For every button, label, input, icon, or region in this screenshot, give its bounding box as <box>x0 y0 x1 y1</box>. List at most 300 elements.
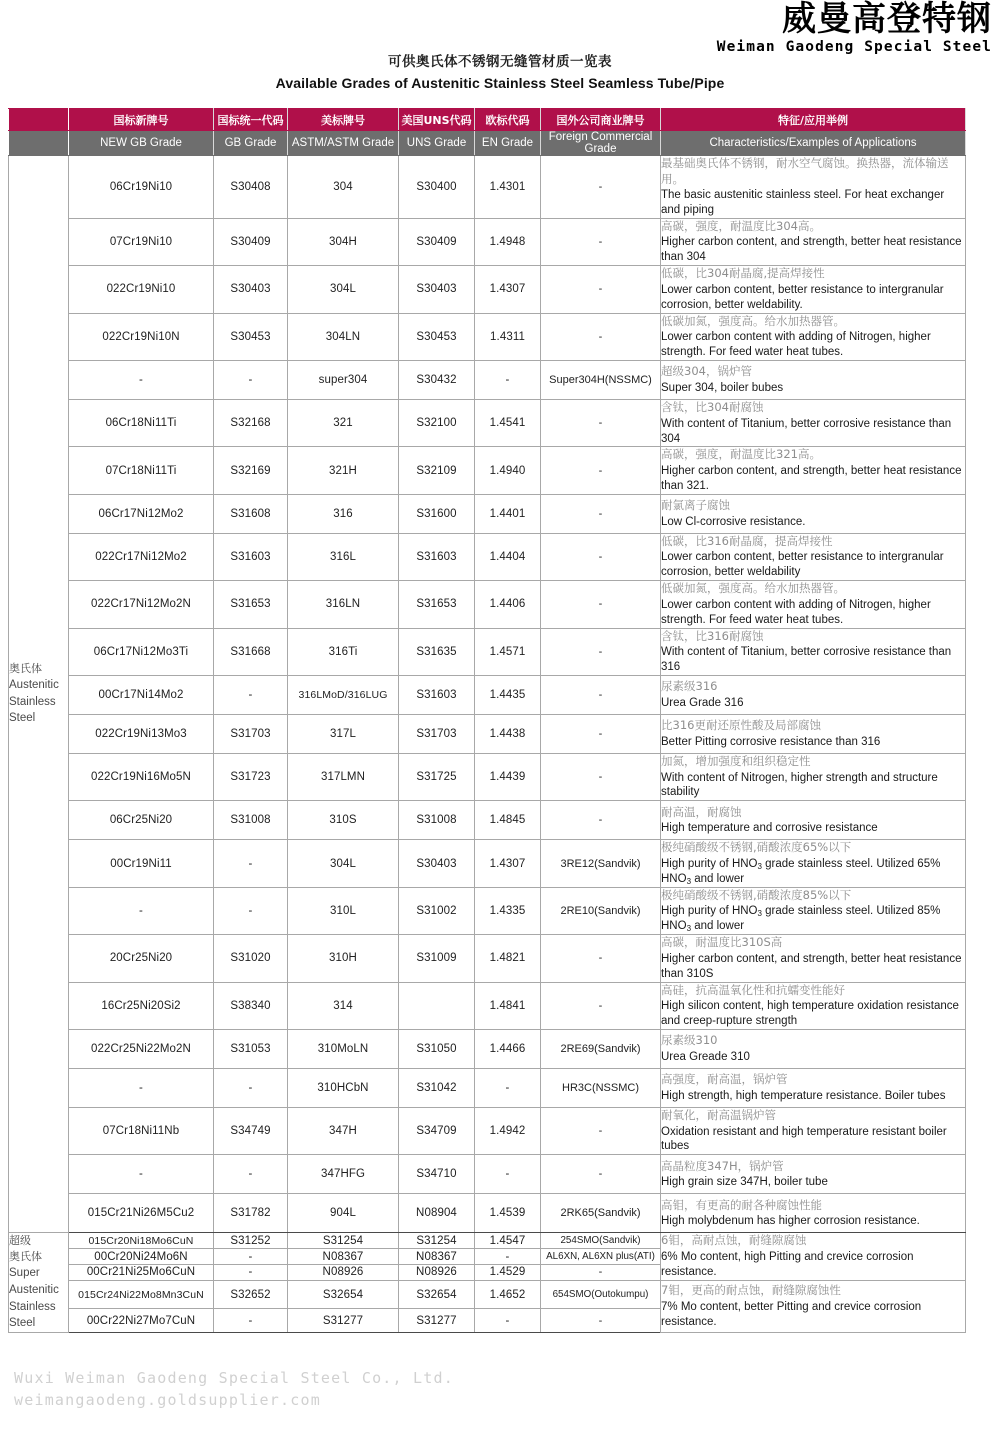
cell-uns: S31603 <box>399 533 475 580</box>
cell-en: 1.4841 <box>475 982 541 1029</box>
cell-gb: - <box>214 361 288 400</box>
cell-astm: 904L <box>288 1194 399 1233</box>
table-row <box>9 533 966 580</box>
cell-gb: - <box>214 840 288 887</box>
cell-new-gb: 022Cr19Ni16Mo5N <box>69 754 214 801</box>
cell-foreign-grade: - <box>541 628 661 675</box>
cell-astm: 304LN <box>288 313 399 360</box>
table-row <box>9 218 966 265</box>
cell-new-gb: 20Cr25Ni20 <box>69 935 214 982</box>
cell-new-gb: 16Cr25Ni20Si2 <box>69 982 214 1029</box>
cell-astm: 310L <box>288 887 399 934</box>
cell-en: 1.4940 <box>475 447 541 494</box>
cell-new-gb: 015Cr20Ni18Mo6CuN <box>69 1233 214 1249</box>
cell-en: 1.4301 <box>475 156 541 219</box>
cell-gb: S30408 <box>214 156 288 219</box>
cell-astm: 317LMN <box>288 754 399 801</box>
category-label-en: Super <box>9 1267 40 1280</box>
description-en: Lower carbon content with adding of Nitrogen, higher strength. For feed water heat tubes. <box>661 598 931 626</box>
description-en: Urea Grade 316 <box>661 696 744 709</box>
watermark <box>14 1368 574 1412</box>
cell-en: 1.4311 <box>475 313 541 360</box>
cell-en: 1.4406 <box>475 581 541 628</box>
cell-foreign-grade: 654SMO(Outokumpu) <box>541 1280 661 1308</box>
cell-en: 1.4821 <box>475 935 541 982</box>
cell-new-gb: 00Cr21Ni25Mo6CuN <box>69 1264 214 1280</box>
cell-uns: S31050 <box>399 1029 475 1068</box>
cell-en: - <box>475 1309 541 1333</box>
cell-foreign-grade: - <box>541 313 661 360</box>
table-row <box>9 628 966 675</box>
description-en: Super 304, boiler bubes <box>661 381 784 394</box>
cell-description <box>661 801 966 840</box>
description-en: With content of Titanium, better corrosive resistance than 316 <box>661 646 952 674</box>
cell-description <box>661 676 966 715</box>
cell-gb: - <box>214 1068 288 1107</box>
cell-en: 1.4335 <box>475 887 541 934</box>
cell-new-gb: 00Cr17Ni14Mo2 <box>69 676 214 715</box>
description-cn: 尿素级310 <box>661 1033 718 1048</box>
cell-foreign-grade: - <box>541 676 661 715</box>
description-cn: 低碳加氮，强度高。给水加热器管。 <box>661 313 845 328</box>
cell-description <box>661 218 966 265</box>
cell-en: 1.4435 <box>475 676 541 715</box>
cell-description <box>661 840 966 887</box>
cell-foreign-grade: - <box>541 581 661 628</box>
cell-new-gb: 06Cr19Ni10 <box>69 156 214 219</box>
table-row <box>9 1107 966 1154</box>
description-cn: 含钛，比316耐腐蚀 <box>661 628 764 643</box>
cell-description <box>661 400 966 447</box>
cell-description <box>661 533 966 580</box>
cell-astm: 316 <box>288 494 399 533</box>
cell-new-gb: 06Cr17Ni12Mo2 <box>69 494 214 533</box>
cell-gb: S31008 <box>214 801 288 840</box>
cell-description <box>661 1068 966 1107</box>
category-super-austenitic: 超级 奥氏体 Super Austenitic Stainless Steel <box>9 1233 69 1333</box>
cell-foreign-grade: - <box>541 1155 661 1194</box>
cell-foreign-grade: - <box>541 982 661 1029</box>
table-row <box>9 581 966 628</box>
description-en: High purity of $HNO_3$ grade stainless steel. Utilized 65% $HNO_3$ and lower <box>661 857 941 886</box>
page-title-en: Available Grades of Austenitic Stainless Steel Seamless Tube/Pipe <box>275 75 725 91</box>
cell-uns: S31009 <box>399 935 475 982</box>
header-cn-4: 美国UNS代码 <box>399 109 475 131</box>
description-en: Lower carbon content, better resistance to intergranular corrosion, better weldability <box>661 551 944 579</box>
description-en: Oxidation resistant and high temperature resistant boiler tubes <box>661 1125 947 1153</box>
cell-astm: 316LN <box>288 581 399 628</box>
watermark-line-1: Wuxi Weiman Gaodeng Special Steel Co., Ltd. <box>14 1369 454 1387</box>
cell-uns: S31042 <box>399 1068 475 1107</box>
cell-uns: S31635 <box>399 628 475 675</box>
cell-uns: S31725 <box>399 754 475 801</box>
cell-gb: S31053 <box>214 1029 288 1068</box>
cell-gb: S31608 <box>214 494 288 533</box>
cell-new-gb: 022Cr17Ni12Mo2 <box>69 533 214 580</box>
cell-gb: S32168 <box>214 400 288 447</box>
description-en: High strength, high temperature resistance. Boiler tubes <box>661 1089 946 1102</box>
cell-gb: - <box>214 1309 288 1333</box>
table-row <box>9 1194 966 1233</box>
table-row <box>9 156 966 219</box>
description-cn: 比316更耐还原性酸及局部腐蚀 <box>661 718 821 733</box>
cell-astm: 316Ti <box>288 628 399 675</box>
description-en: Urea Greade 310 <box>661 1050 750 1063</box>
cell-astm: 316LMoD/316LUG <box>288 676 399 715</box>
cell-en: 1.4539 <box>475 1194 541 1233</box>
table-row <box>9 840 966 887</box>
cell-new-gb: 022Cr19Ni13Mo3 <box>69 715 214 754</box>
cell-new-gb: 00Cr22Ni27Mo7CuN <box>69 1309 214 1333</box>
description-en: The basic austenitic stainless steel. For heat exchanger and piping <box>661 189 945 216</box>
cell-en: 1.4466 <box>475 1029 541 1068</box>
cell-uns: S31703 <box>399 715 475 754</box>
page-title-cn: 可供奥氏体不锈钢无缝管材质一览表 <box>388 54 612 70</box>
cell-en: 1.4307 <box>475 266 541 313</box>
cell-new-gb: - <box>69 1155 214 1194</box>
description-en: Lower carbon content, better resistance to intergranular corrosion, better weldability. <box>661 283 944 311</box>
description-cn: 耐高温，耐腐蚀 <box>661 804 742 819</box>
cell-astm: 321H <box>288 447 399 494</box>
cell-description <box>661 887 966 934</box>
cell-new-gb: 015Cr24Ni22Mo8Mn3CuN <box>69 1280 214 1308</box>
cell-uns: S31277 <box>399 1309 475 1333</box>
cell-astm: N08367 <box>288 1249 399 1265</box>
cell-foreign-grade: - <box>541 400 661 447</box>
cell-astm: 304H <box>288 218 399 265</box>
cell-uns: S34710 <box>399 1155 475 1194</box>
table-row <box>9 982 966 1029</box>
cell-gb: S31703 <box>214 715 288 754</box>
cell-en: 1.4942 <box>475 1107 541 1154</box>
description-cn: 最基础奥氏体不锈钢，耐水空气腐蚀。换热器，流体输送用。 <box>661 156 949 186</box>
cell-en: 1.4307 <box>475 840 541 887</box>
cell-foreign-grade: AL6XN, AL6XN plus(ATI) <box>541 1249 661 1265</box>
cell-description <box>661 581 966 628</box>
header-cn-5: 欧标代码 <box>475 109 541 131</box>
description-cn: 高硅，抗高温氧化性和抗蠕变性能好 <box>661 982 845 997</box>
cell-uns: S31603 <box>399 676 475 715</box>
table-row <box>9 1029 966 1068</box>
description-en: Higher carbon content, and strength, better heat resistance than 304 <box>661 236 962 264</box>
cell-uns <box>399 982 475 1029</box>
table-row <box>9 447 966 494</box>
cell-en: 1.4529 <box>475 1264 541 1280</box>
cell-gb: - <box>214 887 288 934</box>
header-en-2: GB Grade <box>214 131 288 156</box>
cell-uns: S30403 <box>399 266 475 313</box>
description-en: With content of Nitrogen, higher strength and structure stability <box>661 771 938 799</box>
category-label-cn: 超级 <box>9 1234 31 1248</box>
cell-astm: 304 <box>288 156 399 219</box>
header-en-4: UNS Grade <box>399 131 475 156</box>
cell-foreign-grade: 254SMO(Sandvik) <box>541 1233 661 1249</box>
cell-en: 1.4438 <box>475 715 541 754</box>
cell-gb: - <box>214 676 288 715</box>
cell-gb: S31603 <box>214 533 288 580</box>
header-cn-6: 国外公司商业牌号 <box>541 109 661 131</box>
cell-foreign-grade: - <box>541 1264 661 1280</box>
cell-gb: - <box>214 1249 288 1265</box>
cell-foreign-grade: - <box>541 266 661 313</box>
description-cn: 高碳，耐温度比310S高 <box>661 935 783 950</box>
header-en-0 <box>9 131 69 156</box>
header-cn-2: 国标统一代码 <box>214 109 288 131</box>
description-cn: 6钼，高耐点蚀，耐缝隙腐蚀 <box>661 1233 807 1248</box>
description-cn: 尿素级316 <box>661 679 718 694</box>
grades-table-container <box>8 108 965 1333</box>
cell-uns: S31600 <box>399 494 475 533</box>
cell-astm: S31277 <box>288 1309 399 1333</box>
cell-gb: S31020 <box>214 935 288 982</box>
cell-new-gb: 07Cr19Ni10 <box>69 218 214 265</box>
table-header-cn <box>9 109 966 131</box>
cell-new-gb: - <box>69 887 214 934</box>
cell-en: - <box>475 361 541 400</box>
table-row <box>9 715 966 754</box>
cell-gb: S31782 <box>214 1194 288 1233</box>
cell-new-gb: 022Cr17Ni12Mo2N <box>69 581 214 628</box>
table-row <box>9 266 966 313</box>
cell-gb: S30409 <box>214 218 288 265</box>
cell-new-gb: 015Cr21Ni26M5Cu2 <box>69 1194 214 1233</box>
description-en: 7% Mo content, better Pitting and crevice corrosion resistance. <box>661 1300 922 1328</box>
cell-astm: 347H <box>288 1107 399 1154</box>
cell-en: - <box>475 1155 541 1194</box>
cell-new-gb: 07Cr18Ni11Nb <box>69 1107 214 1154</box>
description-en: Better Pitting corrosive resistance than 316 <box>661 735 881 748</box>
description-cn: 极纯硝酸级不锈钢,硝酸浓度65%以下 <box>661 840 852 855</box>
cell-description <box>661 754 966 801</box>
cell-description <box>661 1194 966 1233</box>
table-header-en <box>9 131 966 156</box>
cell-foreign-grade: Super304H(NSSMC) <box>541 361 661 400</box>
description-cn: 耐氯离子腐蚀 <box>661 498 730 513</box>
cell-foreign-grade: 2RK65(Sandvik) <box>541 1194 661 1233</box>
cell-gb: - <box>214 1264 288 1280</box>
header-cn-3: 美标牌号 <box>288 109 399 131</box>
cell-foreign-grade: - <box>541 533 661 580</box>
cell-uns: S31008 <box>399 801 475 840</box>
description-cn: 耐氧化，耐高温锅炉管 <box>661 1107 776 1122</box>
cell-foreign-grade: - <box>541 801 661 840</box>
cell-new-gb: 06Cr17Ni12Mo3Ti <box>69 628 214 675</box>
cell-new-gb: 00Cr19Ni11 <box>69 840 214 887</box>
cell-foreign-grade: - <box>541 754 661 801</box>
cell-gb: S34749 <box>214 1107 288 1154</box>
header-en-1: NEW GB Grade <box>69 131 214 156</box>
table-row <box>9 801 966 840</box>
cell-astm: 316L <box>288 533 399 580</box>
header-cn-7: 特征/应用举例 <box>661 109 966 131</box>
cell-gb: S30453 <box>214 313 288 360</box>
description-en: Higher carbon content, and strength, better heat resistance than 310S <box>661 952 962 980</box>
cell-uns: N08367 <box>399 1249 475 1265</box>
cell-description <box>661 361 966 400</box>
cell-en: 1.4845 <box>475 801 541 840</box>
cell-gb: S31723 <box>214 754 288 801</box>
cell-en: - <box>475 1068 541 1107</box>
cell-astm: 310HCbN <box>288 1068 399 1107</box>
cell-astm: 304L <box>288 840 399 887</box>
cell-description <box>661 628 966 675</box>
cell-gb: S30403 <box>214 266 288 313</box>
description-cn: 7钼，更高的耐点蚀，耐缝隙腐蚀性 <box>661 1283 841 1298</box>
category-austenitic: 奥氏体 Austenitic Stainless Steel <box>9 156 69 1233</box>
cell-description <box>661 982 966 1029</box>
cell-description <box>661 266 966 313</box>
cell-en: 1.4404 <box>475 533 541 580</box>
cell-gb: S31653 <box>214 581 288 628</box>
cell-uns: S32654 <box>399 1280 475 1308</box>
cell-description <box>661 313 966 360</box>
cell-foreign-grade: HR3C(NSSMC) <box>541 1068 661 1107</box>
cell-description <box>661 935 966 982</box>
cell-foreign-grade: - <box>541 494 661 533</box>
cell-astm: N08926 <box>288 1264 399 1280</box>
cell-uns: S30453 <box>399 313 475 360</box>
cell-description <box>661 494 966 533</box>
cell-foreign-grade: 2RE69(Sandvik) <box>541 1029 661 1068</box>
cell-description <box>661 1155 966 1194</box>
description-en: High molybdenum has higher corrosion resistance. <box>661 1215 920 1228</box>
description-cn: 超级304，锅炉管 <box>661 364 752 379</box>
table-row <box>9 361 966 400</box>
cell-en: 1.4547 <box>475 1233 541 1249</box>
description-cn: 高钼，有更高的耐各种腐蚀性能 <box>661 1197 822 1212</box>
cell-uns: S30432 <box>399 361 475 400</box>
cell-new-gb: - <box>69 1068 214 1107</box>
cell-new-gb: 022Cr25Ni22Mo2N <box>69 1029 214 1068</box>
cell-gb: S31668 <box>214 628 288 675</box>
cell-en: 1.4401 <box>475 494 541 533</box>
header-en-7: Characteristics/Examples of Applications <box>661 131 966 156</box>
cell-uns: S31653 <box>399 581 475 628</box>
description-cn: 加氮，增加强度和组织稳定性 <box>661 754 811 769</box>
table-row <box>9 1155 966 1194</box>
cell-uns: S34709 <box>399 1107 475 1154</box>
cell-foreign-grade: - <box>541 715 661 754</box>
description-en: Low Cl-corrosive resistance. <box>661 515 806 528</box>
description-cn: 高强度，耐高温，锅炉管 <box>661 1072 788 1087</box>
cell-uns: S32109 <box>399 447 475 494</box>
cell-new-gb: - <box>69 361 214 400</box>
description-cn: 极纯硝酸级不锈钢,硝酸浓度85%以下 <box>661 887 852 902</box>
table-row <box>9 1068 966 1107</box>
cell-foreign-grade: - <box>541 935 661 982</box>
description-en: High silicon content, high temperature oxidation resistance and creep-rupture strength <box>661 1000 959 1028</box>
cell-en: 1.4571 <box>475 628 541 675</box>
cell-astm: 347HFG <box>288 1155 399 1194</box>
table-row <box>9 754 966 801</box>
description-en: With content of Titanium, better corrosive resistance than 304 <box>661 417 952 445</box>
cell-gb: - <box>214 1155 288 1194</box>
cell-foreign-grade: 3RE12(Sandvik) <box>541 840 661 887</box>
page-title <box>0 50 1000 91</box>
table-row <box>9 1280 966 1308</box>
description-cn: 含钛，比304耐腐蚀 <box>661 400 764 415</box>
cell-astm: S32654 <box>288 1280 399 1308</box>
cell-uns: N08904 <box>399 1194 475 1233</box>
description-cn: 高碳，强度，耐温度比321高。 <box>661 447 821 462</box>
grades-table <box>8 108 966 1333</box>
description-en: Lower carbon content with adding of Nitrogen, higher strength. For feed water heat tubes. <box>661 331 931 359</box>
watermark-line-2: weimangaodeng.goldsupplier.com <box>14 1390 321 1409</box>
cell-foreign-grade: - <box>541 218 661 265</box>
table-row <box>9 494 966 533</box>
table-row <box>9 400 966 447</box>
cell-description <box>661 1233 966 1280</box>
cell-en: - <box>475 1249 541 1265</box>
cell-uns: S30403 <box>399 840 475 887</box>
cell-foreign-grade: - <box>541 1107 661 1154</box>
cell-description <box>661 1280 966 1332</box>
cell-gb: S31252 <box>214 1233 288 1249</box>
header-en-6: Foreign Commercial Grade <box>541 131 661 156</box>
cell-uns: N08926 <box>399 1264 475 1280</box>
cell-astm: 314 <box>288 982 399 1029</box>
description-cn: 低碳加氮，强度高。给水加热器管。 <box>661 581 845 596</box>
cell-astm: super304 <box>288 361 399 400</box>
table-row <box>9 313 966 360</box>
cell-en: 1.4541 <box>475 400 541 447</box>
cell-en: 1.4439 <box>475 754 541 801</box>
header-en-5: EN Grade <box>475 131 541 156</box>
cell-uns: S31254 <box>399 1233 475 1249</box>
cell-astm: S31254 <box>288 1233 399 1249</box>
description-cn: 低碳，比316耐晶腐，提高焊接性 <box>661 533 833 548</box>
table-row <box>9 935 966 982</box>
description-en: Higher carbon content, and strength, better heat resistance than 321. <box>661 464 962 492</box>
header-cn-1: 国标新牌号 <box>69 109 214 131</box>
cell-description <box>661 447 966 494</box>
cell-en: 1.4948 <box>475 218 541 265</box>
cell-uns: S30400 <box>399 156 475 219</box>
cell-gb: S38340 <box>214 982 288 1029</box>
description-en: High grain size 347H, boiler tube <box>661 1176 828 1189</box>
cell-description <box>661 156 966 219</box>
cell-description <box>661 1107 966 1154</box>
cell-foreign-grade: - <box>541 447 661 494</box>
cell-uns: S31002 <box>399 887 475 934</box>
company-name-cn: 威曼高登特钢 <box>782 0 992 39</box>
cell-astm: 304L <box>288 266 399 313</box>
table-row <box>9 676 966 715</box>
cell-uns: S32100 <box>399 400 475 447</box>
cell-foreign-grade: - <box>541 1309 661 1333</box>
cell-new-gb: 06Cr18Ni11Ti <box>69 400 214 447</box>
description-cn: 低碳，比304耐晶腐,提高焊接性 <box>661 266 825 281</box>
category-label-en: Austenitic <box>9 679 59 692</box>
cell-gb: S32169 <box>214 447 288 494</box>
company-name-en: Weiman Gaodeng Special Steel <box>716 39 992 55</box>
cell-description <box>661 715 966 754</box>
table-row <box>9 1233 966 1249</box>
description-cn: 高碳，强度，耐温度比304高。 <box>661 218 821 233</box>
cell-description <box>661 1029 966 1068</box>
cell-foreign-grade: 2RE10(Sandvik) <box>541 887 661 934</box>
cell-astm: 310H <box>288 935 399 982</box>
cell-astm: 321 <box>288 400 399 447</box>
company-logo <box>717 2 992 55</box>
cell-foreign-grade: - <box>541 156 661 219</box>
cell-new-gb: 022Cr19Ni10N <box>69 313 214 360</box>
header-cn-0 <box>9 109 69 131</box>
cell-astm: 317L <box>288 715 399 754</box>
table-row <box>9 887 966 934</box>
description-cn: 高晶粒度347H，锅炉管 <box>661 1158 784 1173</box>
category-label-cn: 奥氏体 <box>9 662 42 676</box>
